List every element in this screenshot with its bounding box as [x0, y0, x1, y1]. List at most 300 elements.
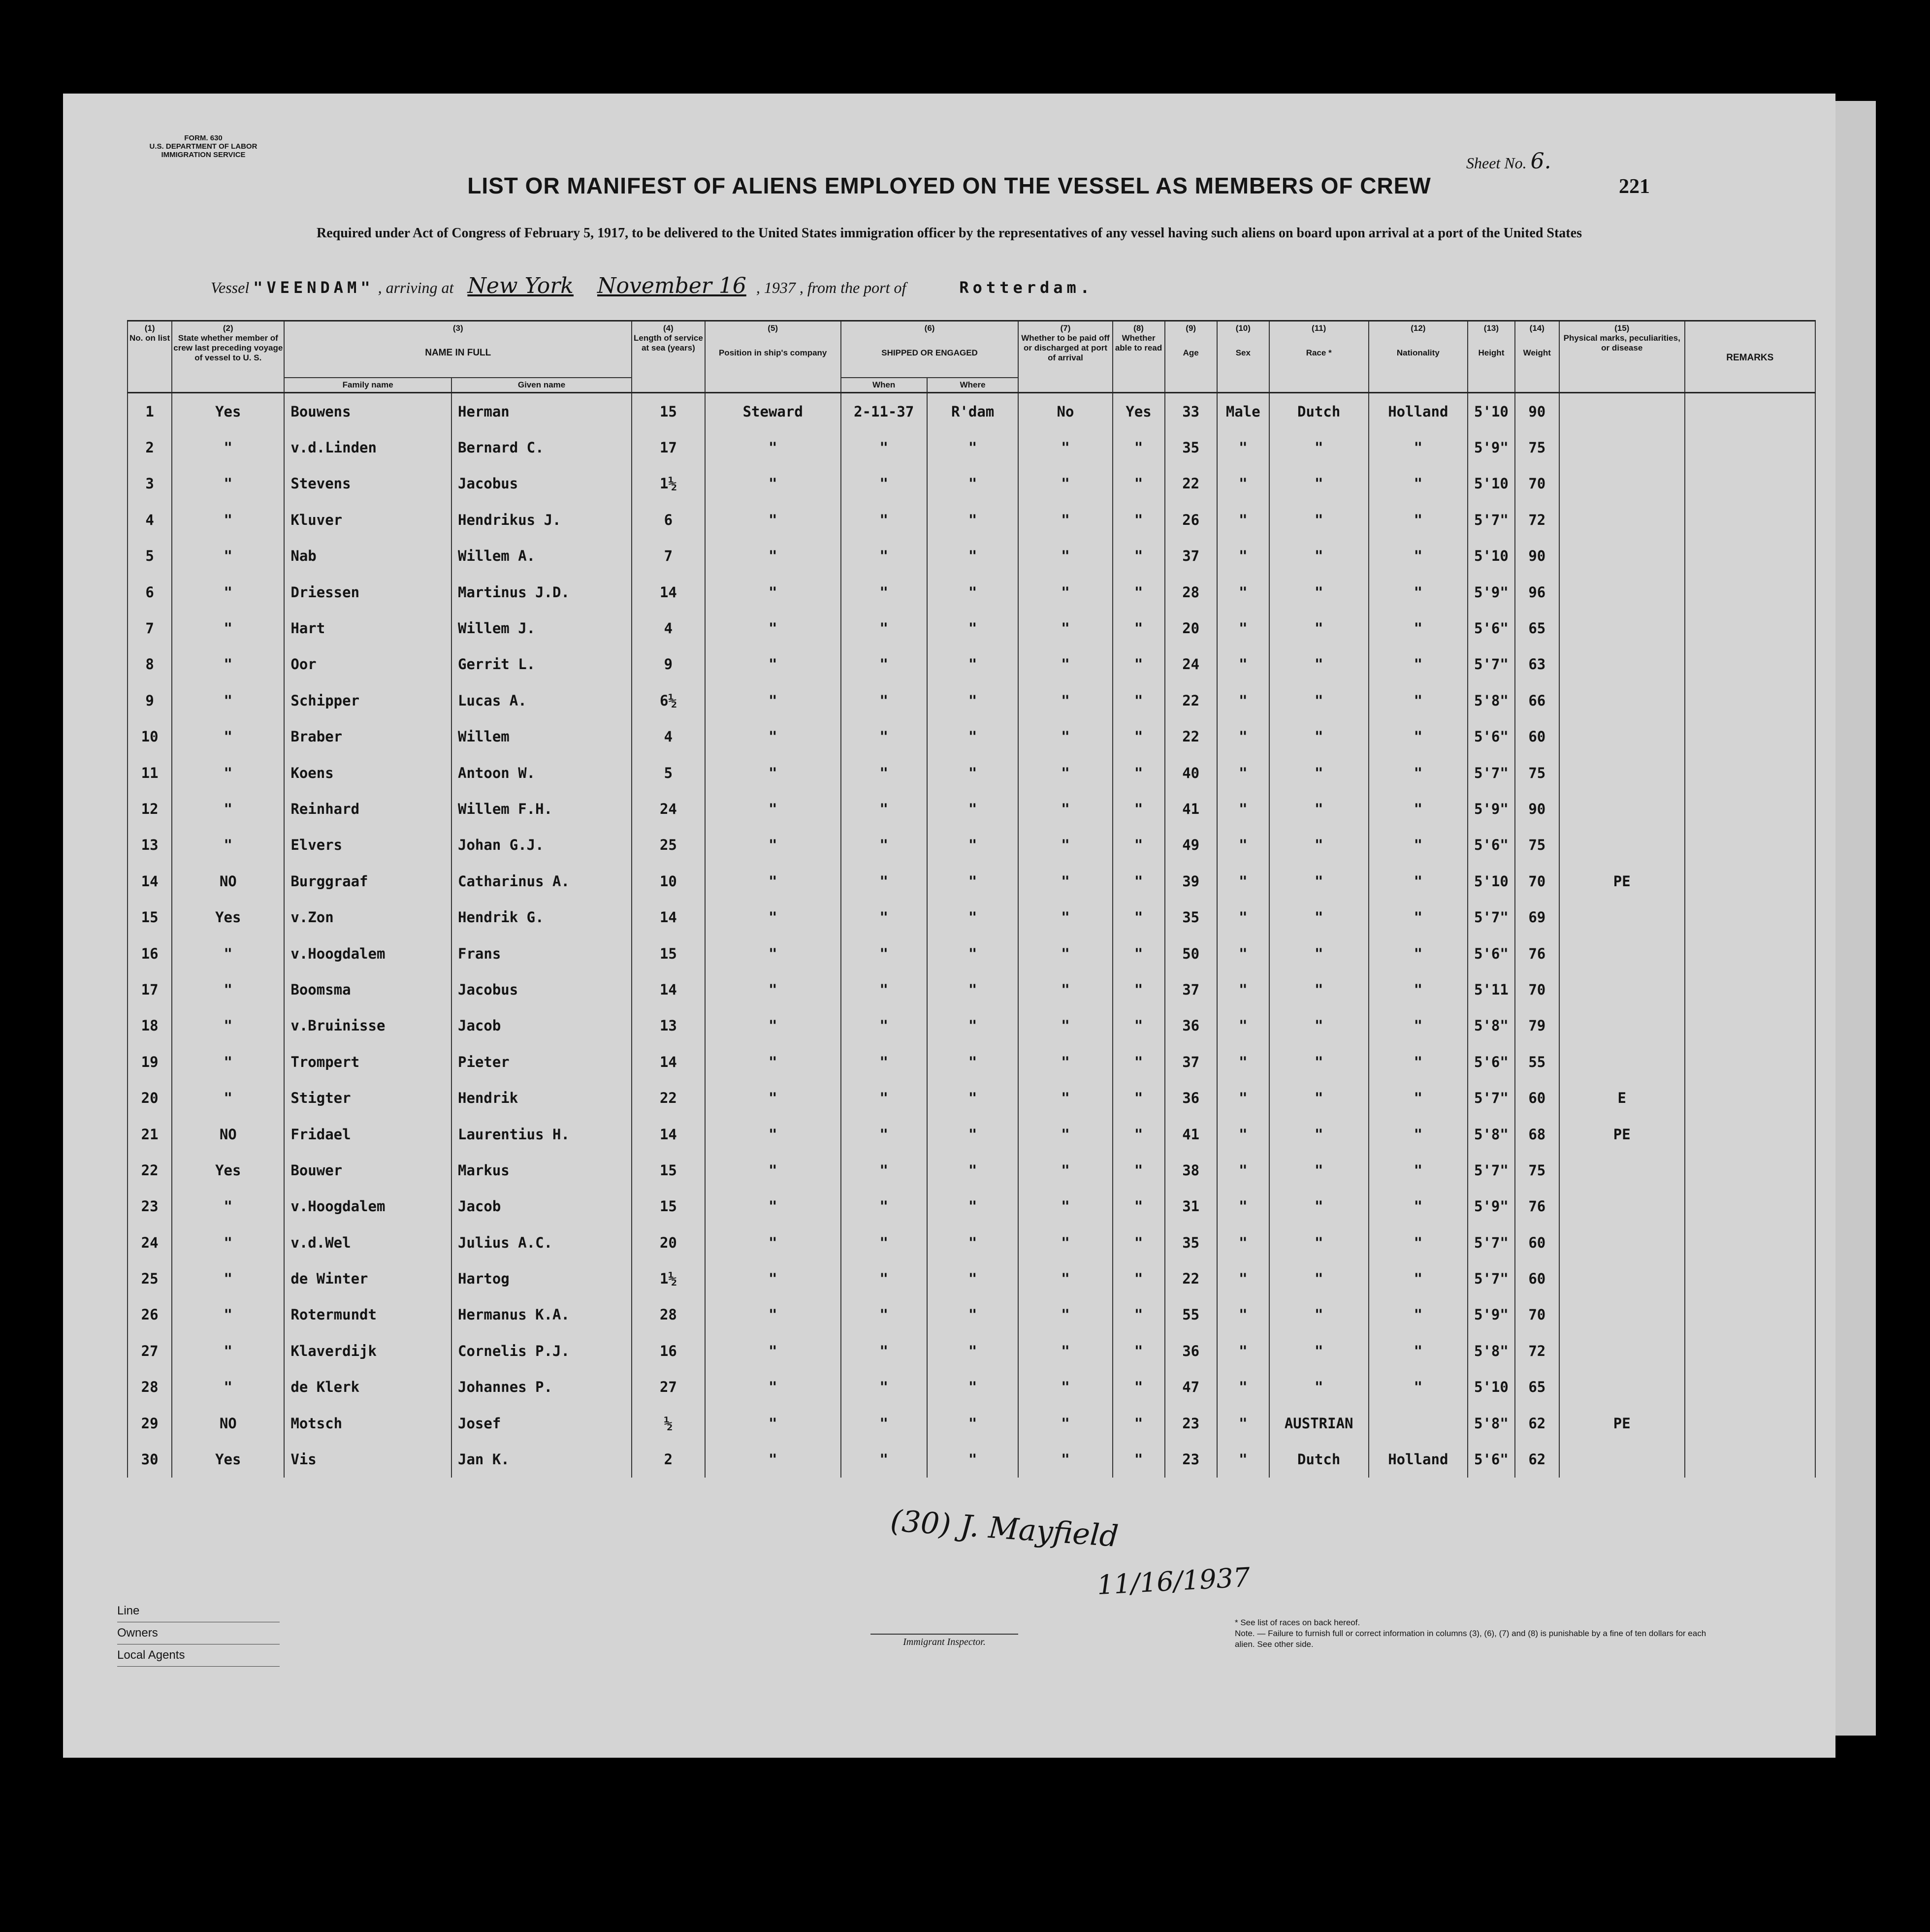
cell-where: "	[927, 1044, 1019, 1080]
cell-paid-off: "	[1018, 682, 1112, 718]
cell-position: "	[705, 1189, 841, 1224]
table-row	[128, 538, 1815, 574]
cell-family-name: Motsch	[284, 1405, 451, 1441]
cell-age: 24	[1165, 646, 1217, 682]
cell-nationality: "	[1369, 1369, 1468, 1405]
cell-paid-off: "	[1018, 466, 1112, 502]
cell-remarks	[1685, 1369, 1815, 1405]
cell-paid-off: "	[1018, 1189, 1112, 1224]
cell-no: 8	[128, 646, 172, 682]
cell-no: 22	[128, 1152, 172, 1188]
cell-race: "	[1269, 466, 1369, 502]
cell-height: 5'11	[1468, 971, 1515, 1007]
cell-race: "	[1269, 1333, 1369, 1369]
cell-sex: "	[1217, 1260, 1269, 1296]
col-when: When	[841, 378, 927, 393]
cell-weight: 90	[1515, 393, 1559, 430]
cell-prev-voyage: NO	[172, 1116, 284, 1152]
cell-position: "	[705, 1116, 841, 1152]
cell-paid-off: "	[1018, 791, 1112, 827]
cell-sex: "	[1217, 755, 1269, 791]
cell-prev-voyage: "	[172, 682, 284, 718]
cell-given-name: Willem A.	[451, 538, 632, 574]
cell-when: "	[841, 466, 927, 502]
cell-physical-marks	[1559, 502, 1685, 538]
cell-weight: 70	[1515, 971, 1559, 1007]
agent-labels	[117, 1600, 280, 1667]
cell-weight: 68	[1515, 1116, 1559, 1152]
cell-read: "	[1113, 574, 1165, 610]
cell-given-name: Hendrikus J.	[451, 502, 632, 538]
inspector-label: Immigrant Inspector.	[870, 1634, 1018, 1648]
cell-when: "	[841, 755, 927, 791]
cell-where: "	[927, 682, 1019, 718]
cell-weight: 60	[1515, 1260, 1559, 1296]
cell-sex: "	[1217, 1080, 1269, 1116]
table-row	[128, 1152, 1815, 1188]
cell-sex: "	[1217, 682, 1269, 718]
table-row	[128, 755, 1815, 791]
cell-race: "	[1269, 827, 1369, 863]
cell-sex: "	[1217, 1297, 1269, 1333]
cell-family-name: Trompert	[284, 1044, 451, 1080]
cell-physical-marks	[1559, 827, 1685, 863]
cell-prev-voyage: "	[172, 1260, 284, 1296]
cell-family-name: Bouwens	[284, 393, 451, 430]
cell-no: 23	[128, 1189, 172, 1224]
col-num: (4)	[663, 323, 674, 333]
table-row	[128, 1116, 1815, 1152]
cell-when: "	[841, 1008, 927, 1044]
cell-where: "	[927, 1405, 1019, 1441]
cell-no: 15	[128, 899, 172, 935]
cell-height: 5'7"	[1468, 1224, 1515, 1260]
cell-physical-marks	[1559, 429, 1685, 465]
signature-date: 11/16/1937	[1096, 1561, 1251, 1601]
cell-weight: 75	[1515, 1152, 1559, 1188]
col-nationality	[1369, 321, 1468, 393]
col-family-name: Family name	[284, 378, 451, 393]
cell-nationality: "	[1369, 863, 1468, 899]
cell-weight: 70	[1515, 863, 1559, 899]
cell-where: "	[927, 863, 1019, 899]
table-row	[128, 1333, 1815, 1369]
cell-family-name: Reinhard	[284, 791, 451, 827]
cell-sex: "	[1217, 1441, 1269, 1477]
cell-age: 37	[1165, 971, 1217, 1007]
table-row	[128, 466, 1815, 502]
cell-remarks	[1685, 1116, 1815, 1152]
cell-where: "	[927, 429, 1019, 465]
cell-given-name: Markus	[451, 1152, 632, 1188]
table-row	[128, 610, 1815, 646]
cell-race: "	[1269, 935, 1369, 971]
cell-position: "	[705, 1297, 841, 1333]
col-label: Weight	[1523, 348, 1551, 357]
cell-position: "	[705, 1044, 841, 1080]
cell-no: 29	[128, 1405, 172, 1441]
cell-when: "	[841, 1405, 927, 1441]
cell-race: "	[1269, 502, 1369, 538]
col-label: State whether member of crew last preceding voyage of vessel to U. S.	[173, 333, 283, 362]
cell-race: "	[1269, 1260, 1369, 1296]
cell-prev-voyage: "	[172, 755, 284, 791]
table-row	[128, 1224, 1815, 1260]
cell-remarks	[1685, 1441, 1815, 1477]
cell-where: "	[927, 610, 1019, 646]
cell-paid-off: "	[1018, 719, 1112, 755]
cell-height: 5'9"	[1468, 429, 1515, 465]
cell-read: Yes	[1113, 393, 1165, 430]
cell-when: "	[841, 1116, 927, 1152]
table-row	[128, 899, 1815, 935]
cell-remarks	[1685, 610, 1815, 646]
cell-when: "	[841, 1297, 927, 1333]
cell-family-name: de Klerk	[284, 1369, 451, 1405]
cell-service: 10	[632, 863, 705, 899]
signature-text: J. Mayfield	[959, 1508, 1120, 1554]
cell-family-name: Hart	[284, 610, 451, 646]
cell-weight: 60	[1515, 1224, 1559, 1260]
cell-paid-off: "	[1018, 538, 1112, 574]
cell-position: "	[705, 1333, 841, 1369]
manifest-page	[63, 94, 1835, 1758]
cell-weight: 63	[1515, 646, 1559, 682]
arrival-year: , 1937	[756, 279, 796, 296]
cell-weight: 76	[1515, 935, 1559, 971]
table-row	[128, 1189, 1815, 1224]
col-num: (7)	[1060, 323, 1071, 333]
col-height	[1468, 321, 1515, 393]
cell-read: "	[1113, 1008, 1165, 1044]
cell-sex: "	[1217, 1152, 1269, 1188]
cell-physical-marks	[1559, 791, 1685, 827]
cell-physical-marks	[1559, 1441, 1685, 1477]
col-num: (15)	[1614, 323, 1630, 333]
cell-given-name: Julius A.C.	[451, 1224, 632, 1260]
cell-when: "	[841, 1260, 927, 1296]
cell-read: "	[1113, 899, 1165, 935]
cell-read: "	[1113, 719, 1165, 755]
cell-nationality: "	[1369, 682, 1468, 718]
cell-nationality: Holland	[1369, 393, 1468, 430]
cell-where: "	[927, 1260, 1019, 1296]
cell-prev-voyage: Yes	[172, 899, 284, 935]
cell-physical-marks	[1559, 1297, 1685, 1333]
cell-position: "	[705, 429, 841, 465]
cell-read: "	[1113, 1369, 1165, 1405]
cell-family-name: Driessen	[284, 574, 451, 610]
cell-paid-off: "	[1018, 1152, 1112, 1188]
cell-position: "	[705, 1369, 841, 1405]
cell-height: 5'7"	[1468, 1260, 1515, 1296]
cell-age: 22	[1165, 682, 1217, 718]
col-label: No. on list	[129, 333, 170, 343]
cell-no: 11	[128, 755, 172, 791]
cell-given-name: Antoon W.	[451, 755, 632, 791]
cell-no: 19	[128, 1044, 172, 1080]
col-sex	[1217, 321, 1269, 393]
cell-read: "	[1113, 466, 1165, 502]
cell-when: "	[841, 863, 927, 899]
cell-race: "	[1269, 971, 1369, 1007]
cell-sex: "	[1217, 429, 1269, 465]
sheet-value: 6.	[1530, 149, 1551, 174]
cell-given-name: Hendrik G.	[451, 899, 632, 935]
cell-read: "	[1113, 1405, 1165, 1441]
col-label: Position in ship's company	[718, 348, 827, 357]
table-row	[128, 791, 1815, 827]
cell-nationality: "	[1369, 1297, 1468, 1333]
cell-remarks	[1685, 538, 1815, 574]
cell-service: 5	[632, 755, 705, 791]
cell-no: 16	[128, 935, 172, 971]
col-label: REMARKS	[1726, 353, 1774, 363]
cell-height: 5'10	[1468, 1369, 1515, 1405]
cell-read: "	[1113, 1152, 1165, 1188]
cell-sex: "	[1217, 1189, 1269, 1224]
cell-no: 6	[128, 574, 172, 610]
table-row	[128, 1369, 1815, 1405]
table-row	[128, 429, 1815, 465]
cell-remarks	[1685, 935, 1815, 971]
col-age	[1165, 321, 1217, 393]
cell-height: 5'6"	[1468, 1441, 1515, 1477]
cell-remarks	[1685, 1405, 1815, 1441]
col-physical-marks	[1559, 321, 1685, 393]
cell-given-name: Pieter	[451, 1044, 632, 1080]
cell-race: "	[1269, 610, 1369, 646]
cell-position: "	[705, 574, 841, 610]
cell-paid-off: "	[1018, 1008, 1112, 1044]
cell-physical-marks	[1559, 1152, 1685, 1188]
cell-physical-marks	[1559, 1369, 1685, 1405]
cell-sex: "	[1217, 646, 1269, 682]
cell-given-name: Jacobus	[451, 466, 632, 502]
cell-service: 14	[632, 574, 705, 610]
service: IMMIGRATION SERVICE	[161, 151, 246, 159]
cell-age: 36	[1165, 1080, 1217, 1116]
cell-position: "	[705, 899, 841, 935]
cell-family-name: v.d.Wel	[284, 1224, 451, 1260]
cell-prev-voyage: "	[172, 1297, 284, 1333]
arriving-label: , arriving at	[378, 279, 454, 296]
cell-when: "	[841, 1333, 927, 1369]
cell-prev-voyage: "	[172, 1080, 284, 1116]
cell-weight: 90	[1515, 791, 1559, 827]
cell-weight: 90	[1515, 538, 1559, 574]
cell-no: 24	[128, 1224, 172, 1260]
cell-service: ½	[632, 1405, 705, 1441]
table-row	[128, 574, 1815, 610]
col-shipped	[841, 321, 1019, 378]
cell-read: "	[1113, 1189, 1165, 1224]
cell-nationality: "	[1369, 538, 1468, 574]
cell-height: 5'6"	[1468, 827, 1515, 863]
table-row	[128, 827, 1815, 863]
cell-height: 5'10	[1468, 393, 1515, 430]
form-header	[115, 134, 292, 159]
cell-family-name: de Winter	[284, 1260, 451, 1296]
cell-position: "	[705, 502, 841, 538]
cell-nationality: "	[1369, 719, 1468, 755]
cell-read: "	[1113, 1260, 1165, 1296]
cell-service: 14	[632, 1044, 705, 1080]
col-paid-off	[1018, 321, 1112, 393]
cell-sex: "	[1217, 538, 1269, 574]
cell-race: "	[1269, 899, 1369, 935]
cell-height: 5'6"	[1468, 935, 1515, 971]
cell-service: 15	[632, 393, 705, 430]
cell-sex: "	[1217, 1333, 1269, 1369]
col-num: (13)	[1483, 323, 1499, 333]
cell-service: 2	[632, 1441, 705, 1477]
cell-race: "	[1269, 1008, 1369, 1044]
cell-age: 22	[1165, 1260, 1217, 1296]
cell-position: "	[705, 1008, 841, 1044]
cell-age: 49	[1165, 827, 1217, 863]
cell-when: "	[841, 1369, 927, 1405]
cell-position: "	[705, 646, 841, 682]
cell-when: "	[841, 538, 927, 574]
cell-family-name: Bouwer	[284, 1152, 451, 1188]
cell-nationality: Holland	[1369, 1441, 1468, 1477]
cell-position: "	[705, 1224, 841, 1260]
cell-weight: 72	[1515, 502, 1559, 538]
cell-position: "	[705, 755, 841, 791]
cell-nationality: "	[1369, 827, 1468, 863]
cell-service: 28	[632, 1297, 705, 1333]
cell-service: 15	[632, 1189, 705, 1224]
cell-weight: 55	[1515, 1044, 1559, 1080]
crew-table	[127, 320, 1816, 1478]
cell-where: "	[927, 1189, 1019, 1224]
cell-position: "	[705, 1152, 841, 1188]
cell-sex: "	[1217, 971, 1269, 1007]
cell-physical-marks	[1559, 1044, 1685, 1080]
table-row	[128, 971, 1815, 1007]
agents-label: Local Agents	[117, 1644, 280, 1667]
table-row	[128, 863, 1815, 899]
cell-nationality: "	[1369, 1189, 1468, 1224]
cell-height: 5'8"	[1468, 1116, 1515, 1152]
cell-family-name: Elvers	[284, 827, 451, 863]
cell-physical-marks	[1559, 682, 1685, 718]
cell-when: "	[841, 574, 927, 610]
cell-nationality: "	[1369, 1333, 1468, 1369]
cell-race: Dutch	[1269, 1441, 1369, 1477]
cell-when: "	[841, 971, 927, 1007]
cell-position: "	[705, 935, 841, 971]
cell-read: "	[1113, 971, 1165, 1007]
cell-height: 5'10	[1468, 466, 1515, 502]
cell-physical-marks	[1559, 393, 1685, 430]
cell-paid-off: "	[1018, 1260, 1112, 1296]
cell-nationality: "	[1369, 502, 1468, 538]
cell-race: "	[1269, 1224, 1369, 1260]
vessel-line	[211, 273, 1094, 298]
cell-when: 2-11-37	[841, 393, 927, 430]
cell-given-name: Willem J.	[451, 610, 632, 646]
cell-height: 5'10	[1468, 538, 1515, 574]
cell-where: "	[927, 1080, 1019, 1116]
cell-where: "	[927, 538, 1019, 574]
cell-prev-voyage: "	[172, 1333, 284, 1369]
cell-service: 13	[632, 1008, 705, 1044]
cell-weight: 60	[1515, 719, 1559, 755]
col-weight	[1515, 321, 1559, 393]
cell-weight: 62	[1515, 1441, 1559, 1477]
cell-race: "	[1269, 1080, 1369, 1116]
cell-no: 14	[128, 863, 172, 899]
cell-read: "	[1113, 755, 1165, 791]
cell-where: "	[927, 574, 1019, 610]
cell-family-name: Koens	[284, 755, 451, 791]
cell-given-name: Jacob	[451, 1008, 632, 1044]
cell-prev-voyage: "	[172, 827, 284, 863]
cell-where: "	[927, 1333, 1019, 1369]
cell-height: 5'7"	[1468, 1080, 1515, 1116]
cell-weight: 72	[1515, 1333, 1559, 1369]
cell-family-name: Braber	[284, 719, 451, 755]
table-row	[128, 1044, 1815, 1080]
cell-read: "	[1113, 1333, 1165, 1369]
cell-read: "	[1113, 538, 1165, 574]
cell-service: 17	[632, 429, 705, 465]
cell-nationality: "	[1369, 1116, 1468, 1152]
cell-physical-marks	[1559, 574, 1685, 610]
cell-family-name: Schipper	[284, 682, 451, 718]
cell-prev-voyage: "	[172, 429, 284, 465]
cell-where: "	[927, 791, 1019, 827]
cell-paid-off: "	[1018, 1441, 1112, 1477]
cell-nationality: "	[1369, 791, 1468, 827]
cell-height: 5'9"	[1468, 574, 1515, 610]
cell-no: 4	[128, 502, 172, 538]
cell-read: "	[1113, 502, 1165, 538]
cell-physical-marks	[1559, 610, 1685, 646]
cell-race: "	[1269, 682, 1369, 718]
cell-read: "	[1113, 1441, 1165, 1477]
cell-when: "	[841, 1044, 927, 1080]
cell-weight: 75	[1515, 827, 1559, 863]
cell-when: "	[841, 502, 927, 538]
cell-no: 7	[128, 610, 172, 646]
cell-age: 35	[1165, 429, 1217, 465]
cell-race: "	[1269, 863, 1369, 899]
table-row	[128, 1080, 1815, 1116]
cell-physical-marks: E	[1559, 1080, 1685, 1116]
cell-when: "	[841, 682, 927, 718]
cell-age: 50	[1165, 935, 1217, 971]
cell-race: AUSTRIAN	[1269, 1405, 1369, 1441]
cell-nationality	[1369, 1405, 1468, 1441]
cell-position: "	[705, 610, 841, 646]
cell-position: "	[705, 827, 841, 863]
cell-family-name: v.Zon	[284, 899, 451, 935]
cell-physical-marks: PE	[1559, 1405, 1685, 1441]
cell-nationality: "	[1369, 574, 1468, 610]
cell-height: 5'8"	[1468, 1333, 1515, 1369]
cell-no: 1	[128, 393, 172, 430]
cell-given-name: Johan G.J.	[451, 827, 632, 863]
cell-service: 15	[632, 1152, 705, 1188]
cell-paid-off: "	[1018, 863, 1112, 899]
cell-prev-voyage: "	[172, 610, 284, 646]
cell-family-name: Oor	[284, 646, 451, 682]
cell-remarks	[1685, 429, 1815, 465]
cell-family-name: Fridael	[284, 1116, 451, 1152]
